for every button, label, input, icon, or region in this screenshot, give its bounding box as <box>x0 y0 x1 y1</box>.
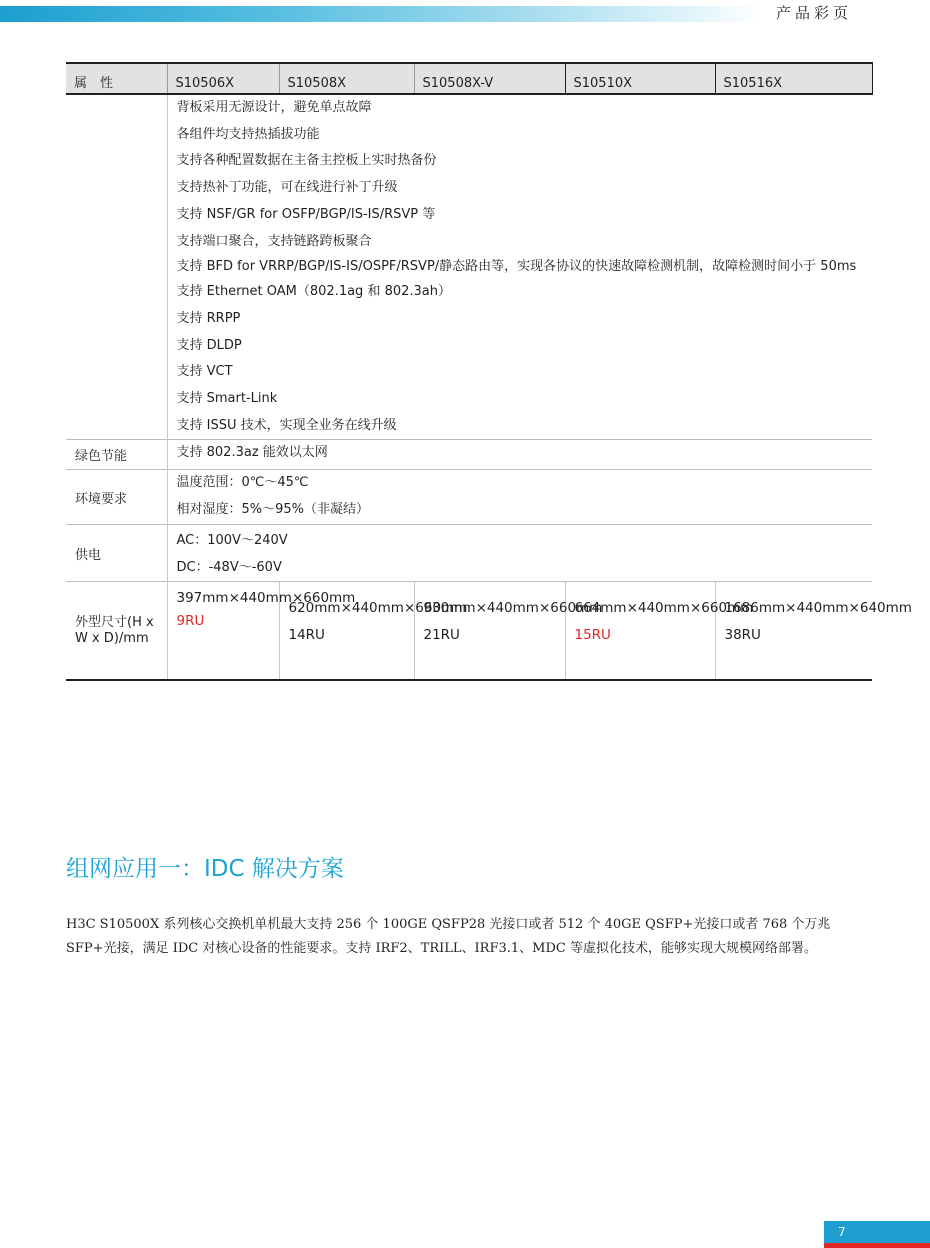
page-accent-bar <box>824 1243 930 1248</box>
section-title: 组网应用一：IDC 解决方案 <box>66 856 344 882</box>
feature-item: 支持端口聚合，支持链路跨板聚合 <box>176 233 372 249</box>
dimensions-row <box>66 582 872 680</box>
dimensions-cell <box>715 582 912 680</box>
reliability-row <box>66 94 872 440</box>
feature-item: 支持 VCT <box>176 364 233 380</box>
feature-item: 支持 Smart-Link <box>176 391 278 407</box>
power-values <box>167 524 872 581</box>
header-model: S10510X <box>565 63 715 94</box>
power-row <box>66 524 872 581</box>
power-label: 供电 <box>66 524 167 581</box>
green-value: 支持 802.3az 能效以太网 <box>176 445 328 461</box>
rack-units: 38RU <box>724 627 761 644</box>
green-value-cell <box>167 440 872 470</box>
feature-item: 支持 NSF/GR for OSFP/BGP/IS-IS/RSVP 等 <box>176 206 436 222</box>
header-model: S10508X <box>279 63 414 94</box>
rack-units: 15RU <box>574 627 611 644</box>
feature-item: 背板采用无源设计，避免单点故障 <box>176 100 372 115</box>
page-number-box <box>824 1221 930 1243</box>
spec-table <box>66 62 912 681</box>
dimension-size: 664mm×440mm×660mm <box>574 600 754 617</box>
environment-item: 温度范围：0℃～45℃ <box>176 475 309 491</box>
reliability-values <box>167 94 872 440</box>
feature-item: 支持 BFD for VRRP/BGP/IS-IS/OSPF/RSVP/静态路由等，实现各协议的快速故障检测机制，故障检测时间小于 50ms <box>176 259 857 275</box>
feature-item: 各组件均支持热插拔功能 <box>176 126 320 142</box>
feature-item: 支持各种配置数据在主备主控板上实时热备份 <box>176 153 437 169</box>
dimension-size: 397mm×440mm×660mm <box>176 590 356 607</box>
brochure-label: 产品彩页 <box>776 4 853 22</box>
feature-item: 支持 Ethernet OAM（802.1ag 和 802.3ah） <box>176 284 451 300</box>
header-model: S10508X-V <box>414 63 565 94</box>
header-attribute: 属 性 <box>66 63 167 94</box>
dimension-size: 930mm×440mm×660mm <box>423 600 603 617</box>
dimensions-label: 外型尺寸(H x W x D)/mm <box>66 582 167 680</box>
page-number: 7 <box>838 1225 846 1239</box>
rack-units: 14RU <box>288 627 325 644</box>
header-model: S10506X <box>167 63 279 94</box>
dimension-size: 620mm×440mm×660mm <box>288 600 468 617</box>
feature-item: 支持 DLDP <box>176 337 242 353</box>
green-label: 绿色节能 <box>66 440 167 470</box>
table-header-row <box>66 63 872 94</box>
power-item: AC：100V～240V <box>176 532 288 548</box>
environment-label: 环境要求 <box>66 470 167 524</box>
rack-units: 21RU <box>423 627 460 644</box>
feature-item: 支持热补丁功能，可在线进行补丁升级 <box>176 180 398 196</box>
feature-item: 支持 ISSU 技术，实现全业务在线升级 <box>176 417 397 433</box>
header-model: S10516X <box>715 63 872 94</box>
rack-units: 9RU <box>176 613 205 630</box>
reliability-label <box>66 94 167 440</box>
dimension-size: 1686mm×440mm×640mm <box>724 600 912 617</box>
power-item: DC：-48V～-60V <box>176 559 282 575</box>
green-row <box>66 440 872 470</box>
environment-item: 相对湿度：5%～95%（非凝结） <box>176 502 370 518</box>
header-gradient-bar <box>0 6 760 22</box>
environment-values <box>167 470 872 524</box>
environment-row <box>66 470 872 524</box>
feature-item: 支持 RRPP <box>176 310 241 326</box>
section-paragraph: H3C S10500X 系列核心交换机单机最大支持 256 个 100GE QSFP28 光接口或者 512 个 40GE QSFP+光接口或者 768 个万兆 SFP+光接，满足 IDC 对核心设备的性能要求。支持 IRF2、TRILL、IRF3.1、MDC 等虚拟化技术，能够实现大规模网络部署。 <box>66 917 831 956</box>
